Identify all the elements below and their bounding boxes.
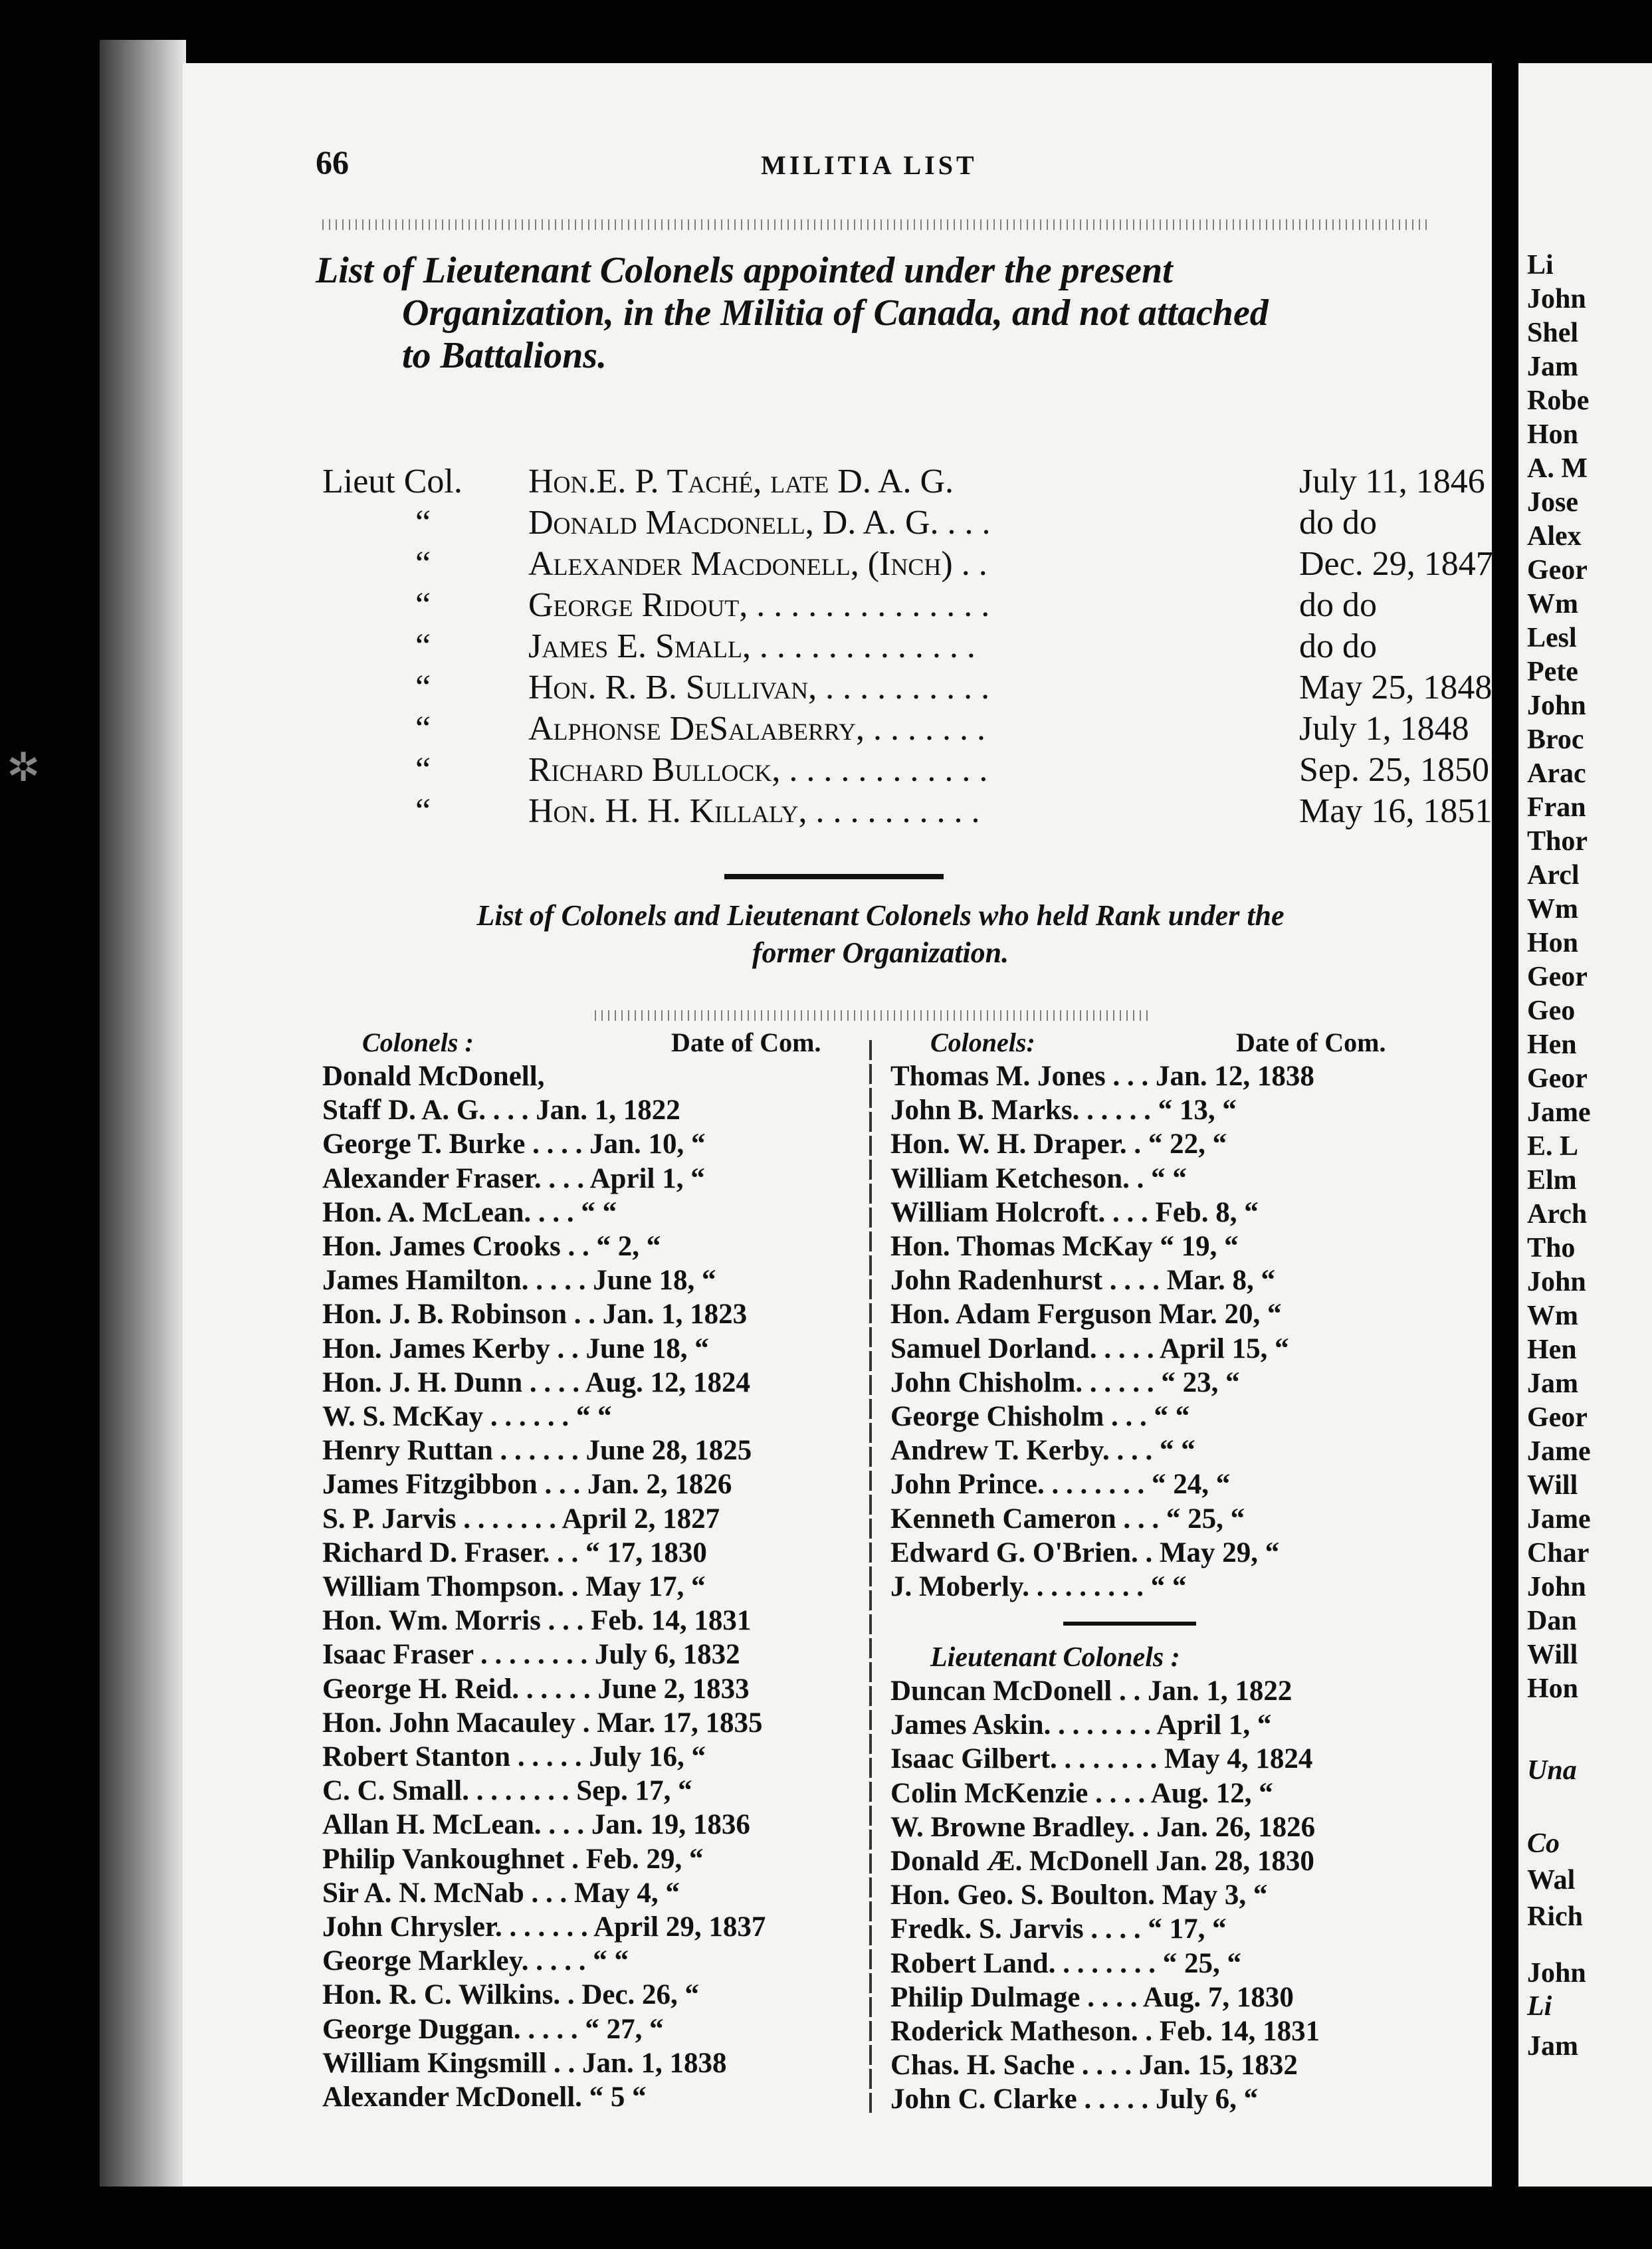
- title-line-3: to Battalions.: [402, 335, 607, 376]
- right-lt-head: Lieutenant Colonels :: [930, 1642, 1180, 1673]
- lt-col-name: Donald Macdonell, D. A. G. . . .: [528, 504, 991, 542]
- colonel-entry: Sir A. N. McNab . . . May 4, “: [322, 1877, 680, 1909]
- colonel-entry: Donald McDonell,: [322, 1061, 545, 1092]
- colonel-entry: Hon. Wm. Morris . . . Feb. 14, 1831: [322, 1605, 752, 1637]
- right-head-date: Date of Com.: [1236, 1027, 1386, 1057]
- lt-col-ditto: “: [415, 669, 431, 706]
- colonel-entry: Philip Vankoughnet . Feb. 29, “: [322, 1843, 704, 1875]
- colonel-entry: Hon. Thomas McKay “ 19, “: [890, 1231, 1239, 1262]
- edge-fragment: Wm: [1527, 894, 1578, 924]
- colonel-entry: Andrew T. Kerby. . . . “ “: [890, 1435, 1195, 1467]
- edge-fragment: Jame: [1527, 1097, 1591, 1128]
- lt-col-name: Hon. R. B. Sullivan, . . . . . . . . . .: [528, 669, 990, 706]
- lt-colonel-entry: Philip Dulmage . . . . Aug. 7, 1830: [890, 1981, 1294, 2013]
- lt-col-name: Richard Bullock, . . . . . . . . . . . .: [528, 751, 988, 789]
- lt-divider-rule: [1063, 1622, 1196, 1626]
- edge-fragment: Geor: [1527, 1402, 1588, 1433]
- colonel-entry: Richard D. Fraser. . . “ 17, 1830: [322, 1537, 707, 1568]
- colonel-entry: John Chrysler. . . . . . . April 29, 1837: [322, 1911, 766, 1943]
- lt-col-name: James E. Small, . . . . . . . . . . . . .: [528, 627, 976, 665]
- colonel-entry: William Kingsmill . . Jan. 1, 1838: [322, 2047, 727, 2079]
- edge-fragment: Tho: [1527, 1233, 1576, 1263]
- margin-debris: ✲: [7, 746, 41, 790]
- colonel-entry: Isaac Fraser . . . . . . . . July 6, 1832: [322, 1639, 740, 1671]
- edge-fragment: Arcl: [1527, 860, 1580, 891]
- running-head: MILITIA LIST: [761, 150, 978, 180]
- lt-colonel-entry: Chas. H. Sache . . . . Jan. 15, 1832: [890, 2050, 1298, 2082]
- colonel-entry: Alexander McDonell. “ 5 “: [322, 2082, 647, 2113]
- edge-fragment: Rich: [1527, 1901, 1583, 1932]
- colonel-entry: George T. Burke . . . . Jan. 10, “: [322, 1128, 706, 1160]
- colonel-entry: William Thompson. . May 17, “: [322, 1571, 706, 1602]
- lt-col-date: do do: [1299, 504, 1377, 542]
- edge-fragment: Broc: [1527, 724, 1584, 755]
- edge-fragment: Geor: [1527, 1063, 1588, 1094]
- edge-fragment: Thor: [1527, 826, 1588, 857]
- colonel-entry: Hon. J. H. Dunn . . . . Aug. 12, 1824: [322, 1366, 750, 1398]
- edge-fragment: Will: [1527, 1470, 1578, 1501]
- lt-col-date: Sep. 25, 1850: [1299, 751, 1489, 789]
- lt-col-name: Alexander Macdonell, (Inch) . .: [528, 545, 987, 583]
- edge-fragment: Geo: [1527, 996, 1576, 1026]
- edge-fragment: Wal: [1527, 1865, 1576, 1895]
- edge-fragment: E. L: [1527, 1131, 1579, 1162]
- edge-fragment: Geor: [1527, 962, 1588, 992]
- colonel-entry: John Radenhurst . . . . Mar. 8, “: [890, 1265, 1275, 1297]
- page-number: 66: [316, 144, 349, 181]
- edge-fragment: Li: [1527, 250, 1554, 280]
- edge-fragment: Alex: [1527, 521, 1582, 552]
- lt-col-date: do do: [1299, 627, 1377, 665]
- lt-col-ditto: “: [415, 792, 431, 830]
- table-wavy-rule: [595, 1010, 1153, 1021]
- edge-fragment: John: [1527, 1572, 1586, 1602]
- lt-colonel-entry: Robert Land. . . . . . . . “ 25, “: [890, 1947, 1241, 1979]
- title-line-1: List of Lieutenant Colonels appointed under the present: [316, 250, 1173, 291]
- edge-fragment: John: [1527, 1267, 1586, 1297]
- lt-col-name: Hon.E. P. Taché, late D. A. G.: [528, 463, 954, 500]
- colonel-entry: George H. Reid. . . . . . June 2, 1833: [322, 1673, 750, 1705]
- edge-fragment: Will: [1527, 1640, 1578, 1670]
- lt-colonel-entry: Fredk. S. Jarvis . . . . “ 17, “: [890, 1913, 1227, 1945]
- edge-fragment: Una: [1527, 1755, 1577, 1786]
- lt-col-name: Hon. H. H. Killaly, . . . . . . . . . .: [528, 792, 980, 830]
- edge-fragment: Co: [1527, 1828, 1560, 1859]
- lt-colonel-entry: John C. Clarke . . . . . July 6, “: [890, 2084, 1259, 2115]
- edge-fragment: Hen: [1527, 1029, 1577, 1060]
- edge-fragment: John: [1527, 1958, 1586, 1988]
- edge-fragment: Dan: [1527, 1606, 1577, 1636]
- lt-colonel-entry: W. Browne Bradley. . Jan. 26, 1826: [890, 1811, 1316, 1843]
- edge-fragment: Wm: [1527, 589, 1578, 619]
- lt-colonel-entry: Duncan McDonell . . Jan. 1, 1822: [890, 1675, 1292, 1707]
- colonel-entry: Edward G. O'Brien. . May 29, “: [890, 1537, 1280, 1568]
- lt-col-name: Alphonse DeSalaberry, . . . . . . .: [528, 710, 986, 748]
- left-head-date: Date of Com.: [671, 1027, 821, 1057]
- edge-fragment: Fran: [1527, 792, 1586, 823]
- left-head-label: Colonels :: [362, 1027, 474, 1057]
- column-divider: [869, 1040, 872, 2117]
- lt-colonel-entry: Hon. Geo. S. Boulton. May 3, “: [890, 1879, 1268, 1911]
- edge-fragment: Jame: [1527, 1504, 1591, 1535]
- edge-fragment: Lesl: [1527, 623, 1577, 653]
- colonel-entry: Henry Ruttan . . . . . . June 28, 1825: [322, 1435, 752, 1467]
- lt-colonel-entry: Roderick Matheson. . Feb. 14, 1831: [890, 2016, 1320, 2047]
- edge-fragment: Hon: [1527, 1673, 1579, 1704]
- colonel-entry: Hon. James Crooks . . “ 2, “: [322, 1231, 661, 1262]
- edge-fragment: Jame: [1527, 1436, 1591, 1467]
- colonel-entry: Hon. James Kerby . . June 18, “: [322, 1333, 709, 1364]
- colonel-entry: Kenneth Cameron . . . “ 25, “: [890, 1503, 1245, 1535]
- edge-fragment: Geor: [1527, 555, 1588, 586]
- book-page: [183, 63, 1492, 2187]
- edge-fragment: Arch: [1527, 1199, 1588, 1230]
- lt-col-ditto: “: [415, 710, 431, 748]
- lt-colonel-entry: Colin McKenzie . . . . Aug. 12, “: [890, 1777, 1273, 1809]
- colonel-entry: William Ketcheson. . “ “: [890, 1162, 1187, 1194]
- colonel-entry: Robert Stanton . . . . . July 16, “: [322, 1741, 706, 1772]
- edge-fragment: Arac: [1527, 758, 1586, 789]
- former-title-line-2: former Organization.: [752, 936, 1009, 969]
- colonel-entry: Hon. John Macauley . Mar. 17, 1835: [322, 1707, 763, 1739]
- edge-fragment: John: [1527, 284, 1586, 314]
- book-spine-shadow: [100, 40, 186, 2187]
- colonel-entry: S. P. Jarvis . . . . . . . April 2, 1827: [322, 1503, 720, 1535]
- lt-col-date: May 25, 1848: [1299, 669, 1493, 706]
- colonel-entry: Thomas M. Jones . . . Jan. 12, 1838: [890, 1061, 1314, 1092]
- lt-col-date: Dec. 29, 1847: [1299, 545, 1493, 583]
- edge-fragment: Shel: [1527, 318, 1579, 348]
- section-divider-rule: [724, 874, 944, 879]
- colonel-entry: Hon. R. C. Wilkins. . Dec. 26, “: [322, 1979, 700, 2011]
- colonel-entry: Hon. Adam Ferguson Mar. 20, “: [890, 1299, 1282, 1331]
- colonel-entry: Hon. A. McLean. . . . “ “: [322, 1196, 617, 1228]
- edge-fragment: Jam: [1527, 2031, 1578, 2062]
- lt-colonel-entry: James Askin. . . . . . . . April 1, “: [890, 1709, 1272, 1741]
- lt-col-ditto: “: [415, 627, 431, 665]
- lt-col-date: July 11, 1846: [1299, 463, 1485, 500]
- title-line-2: Organization, in the Militia of Canada, and not attached: [402, 292, 1269, 334]
- lt-col-ditto: “: [415, 751, 431, 789]
- edge-fragment: A. M: [1527, 453, 1588, 484]
- colonel-entry: Alexander Fraser. . . . April 1, “: [322, 1162, 705, 1194]
- colonel-entry: James Hamilton. . . . . June 18, “: [322, 1265, 716, 1297]
- lt-col-date: do do: [1299, 586, 1377, 624]
- lt-col-ditto: “: [415, 586, 431, 624]
- lt-colonel-entry: Isaac Gilbert. . . . . . . . May 4, 1824: [890, 1743, 1313, 1775]
- colonel-entry: W. S. McKay . . . . . . “ “: [322, 1401, 612, 1432]
- colonel-entry: Staff D. A. G. . . . Jan. 1, 1822: [322, 1095, 680, 1126]
- edge-fragment: Jam: [1527, 1368, 1578, 1399]
- colonel-entry: Samuel Dorland. . . . . April 15, “: [890, 1333, 1289, 1364]
- colonel-entry: William Holcroft. . . . Feb. 8, “: [890, 1196, 1259, 1228]
- right-head-label: Colonels:: [930, 1027, 1035, 1057]
- colonel-entry: John Prince. . . . . . . . “ 24, “: [890, 1469, 1231, 1501]
- lt-col-ditto: “: [415, 545, 431, 583]
- edge-fragment: Char: [1527, 1538, 1590, 1568]
- lt-col-name: George Ridout, . . . . . . . . . . . . . .: [528, 586, 990, 624]
- colonel-entry: George Chisholm . . . “ “: [890, 1401, 1190, 1432]
- edge-fragment: Hen: [1527, 1335, 1577, 1365]
- colonel-entry: John Chisholm. . . . . . “ 23, “: [890, 1366, 1240, 1398]
- colonel-entry: Hon. J. B. Robinson . . Jan. 1, 1823: [322, 1299, 748, 1331]
- lt-colonel-entry: Donald Æ. McDonell Jan. 28, 1830: [890, 1846, 1314, 1877]
- edge-fragment: Elm: [1527, 1165, 1577, 1196]
- former-title-line-1: List of Colonels and Lieutenant Colonels who held Rank under the: [476, 899, 1285, 932]
- edge-fragment: Hon: [1527, 928, 1579, 958]
- colonel-entry: C. C. Small. . . . . . . . Sep. 17, “: [322, 1775, 692, 1807]
- header-wavy-rule: [322, 219, 1432, 230]
- edge-fragment: Jose: [1527, 487, 1578, 518]
- colonel-entry: James Fitzgibbon . . . Jan. 2, 1826: [322, 1469, 732, 1501]
- colonel-entry: J. Moberly. . . . . . . . . “ “: [890, 1571, 1187, 1602]
- edge-fragment: Robe: [1527, 385, 1590, 416]
- lt-col-ditto: “: [415, 504, 431, 542]
- lt-col-date: July 1, 1848: [1299, 710, 1469, 748]
- edge-fragment: Wm: [1527, 1301, 1578, 1331]
- lt-col-date: May 16, 1851: [1299, 792, 1493, 830]
- colonel-entry: John B. Marks. . . . . . “ 13, “: [890, 1095, 1237, 1126]
- colonel-entry: George Duggan. . . . . “ 27, “: [322, 2013, 664, 2045]
- former-section-title: [382, 897, 1379, 972]
- edge-fragment: Hon: [1527, 419, 1579, 450]
- edge-fragment: Li: [1527, 1991, 1552, 2022]
- colonel-entry: Allan H. McLean. . . . Jan. 19, 1836: [322, 1809, 750, 1841]
- edge-fragment: John: [1527, 691, 1586, 721]
- colonel-entry: George Markley. . . . . “ “: [322, 1945, 629, 1977]
- edge-fragment: Jam: [1527, 352, 1578, 382]
- colonel-entry: Hon. W. H. Draper. . “ 22, “: [890, 1128, 1227, 1160]
- lt-col-rank: Lieut Col.: [322, 463, 463, 500]
- edge-fragment: Pete: [1527, 657, 1578, 687]
- lt-col-section-title: [316, 249, 1445, 377]
